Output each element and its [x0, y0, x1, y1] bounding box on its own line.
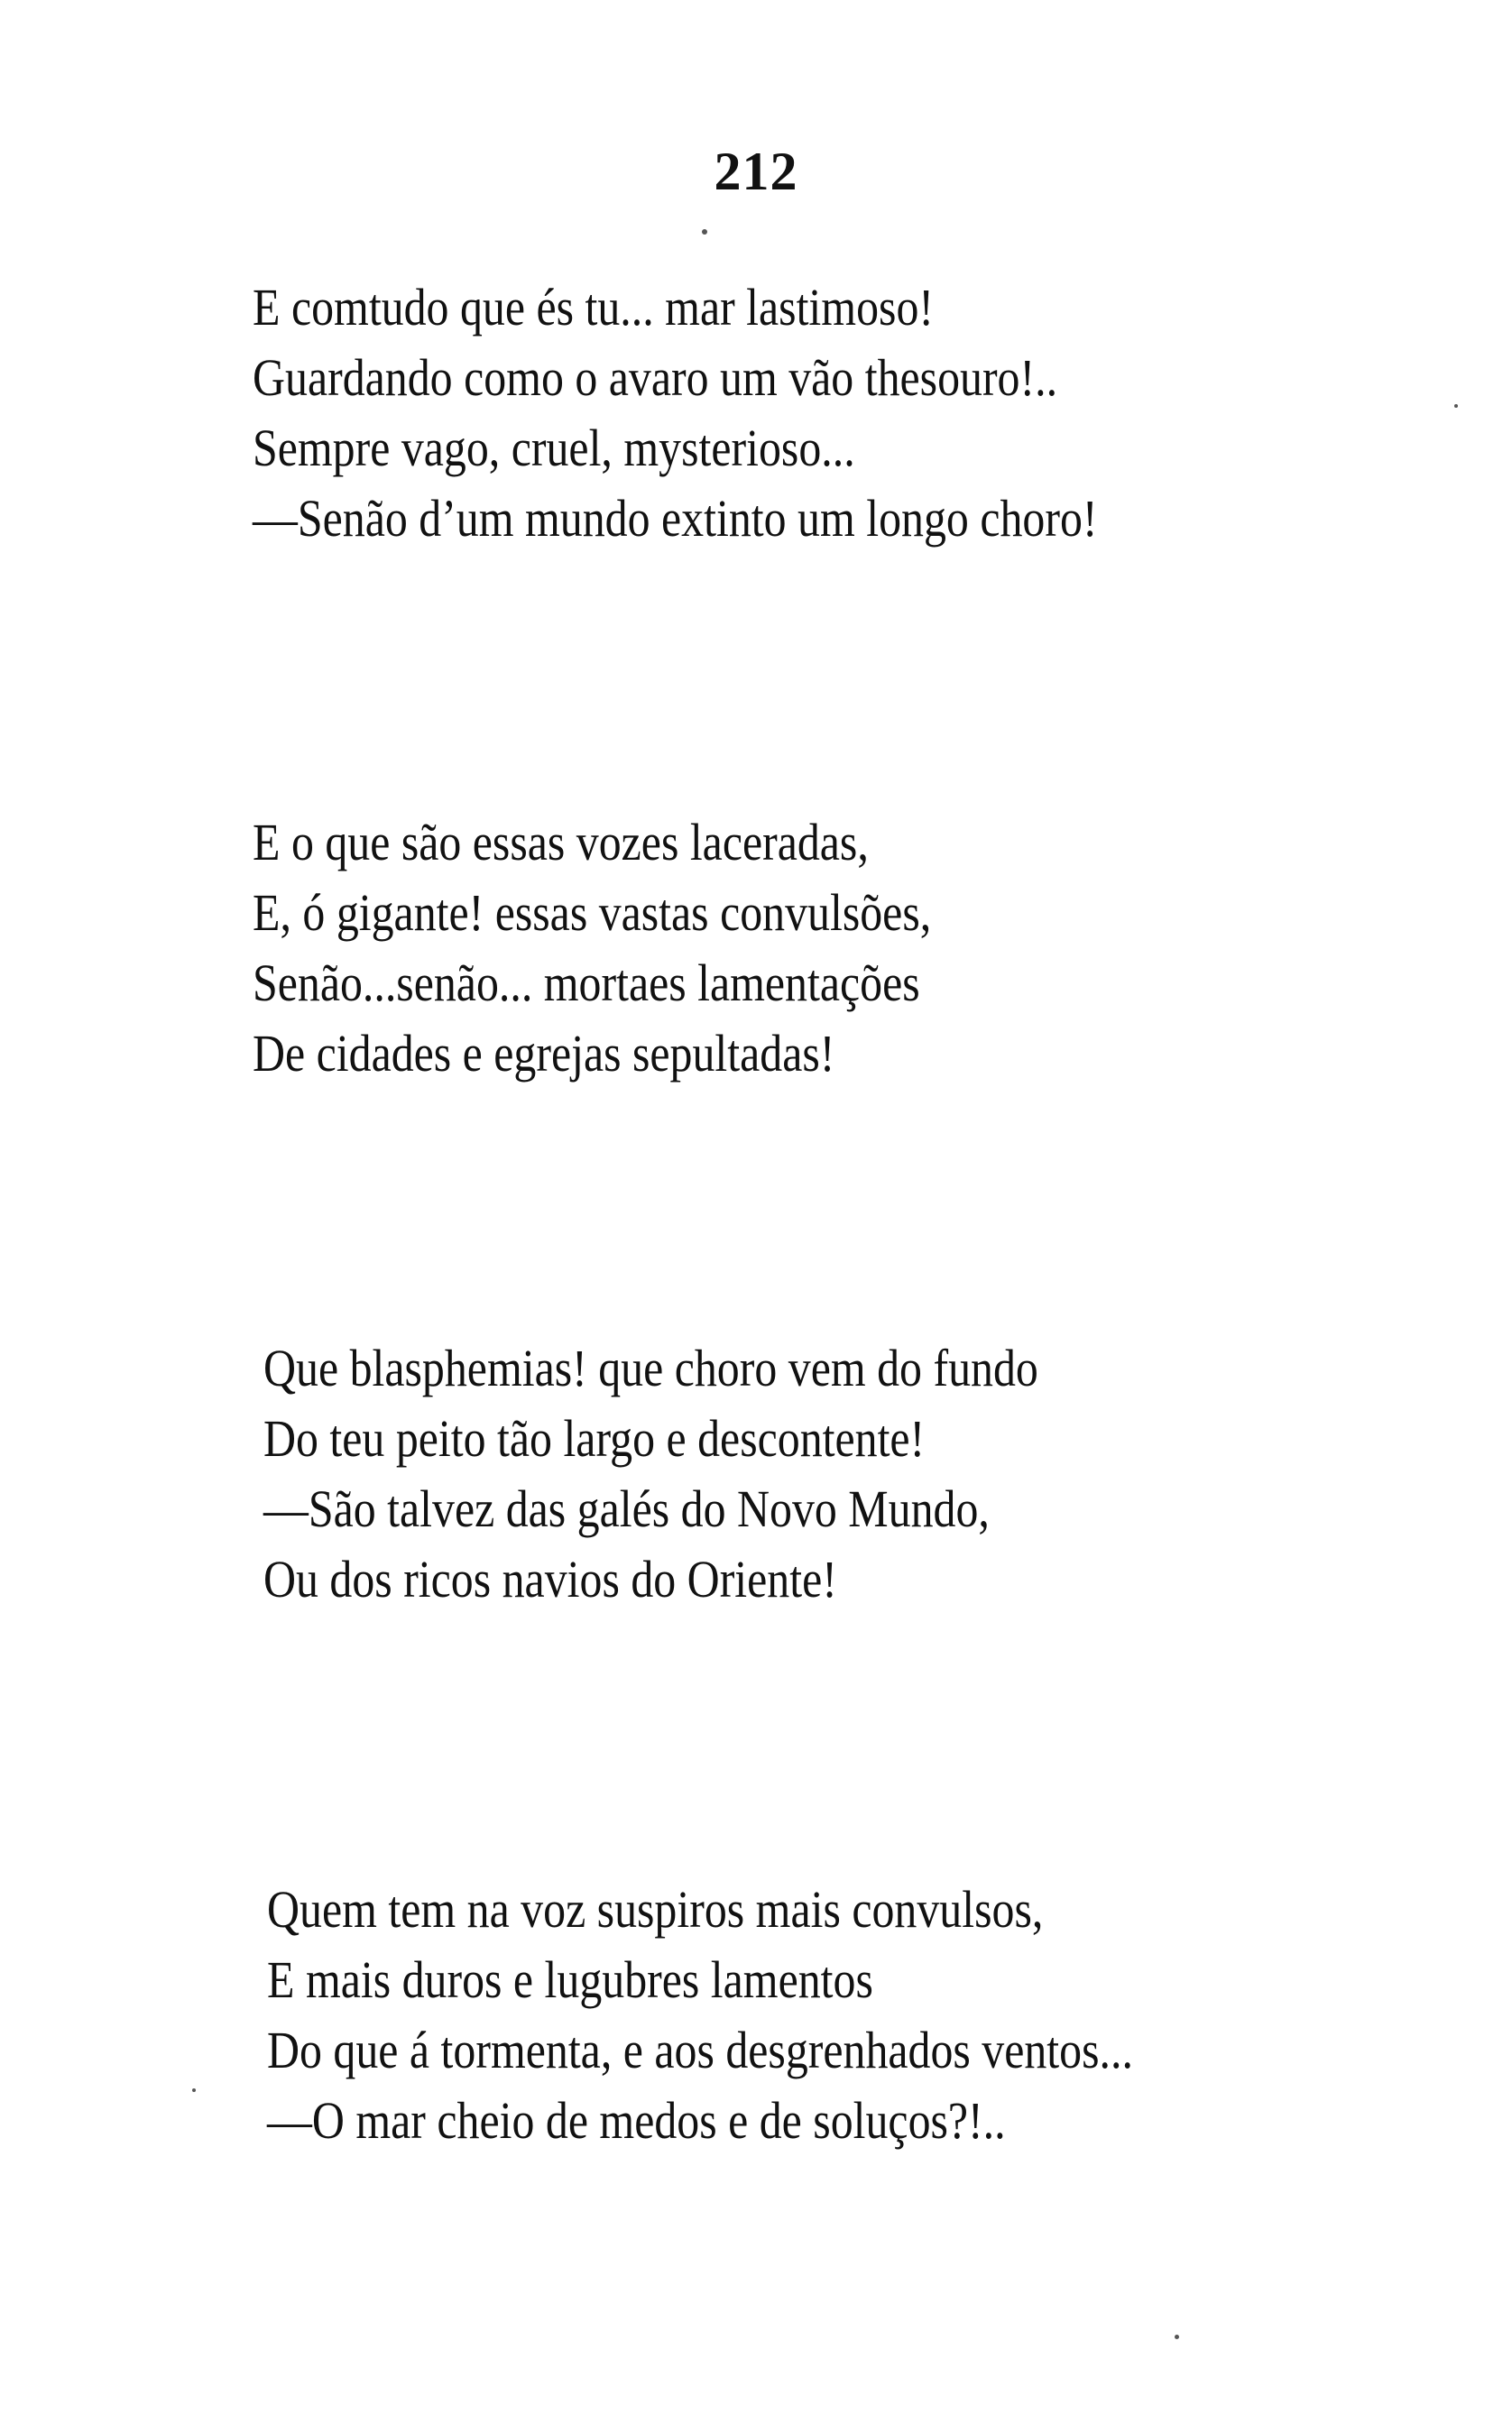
ink-speck [702, 229, 707, 235]
verse-line: —O mar cheio de medos e de soluços?!.. [267, 2091, 1006, 2150]
ink-speck [192, 2088, 196, 2092]
verse-line: E, ó gigante! essas vastas convulsões, [253, 883, 932, 942]
stanza-2 [253, 807, 1452, 1089]
ink-speck [1175, 2335, 1179, 2339]
verse-line: —São talvez das galés do Novo Mundo, [263, 1479, 990, 1538]
stanza-1 [253, 272, 1452, 554]
verse-line: Quem tem na voz suspiros mais convulsos, [267, 1880, 1044, 1939]
verse-line: De cidades e egrejas sepultadas! [253, 1024, 835, 1083]
page-number: 212 [714, 142, 798, 201]
verse-line: Ou dos ricos navios do Oriente! [263, 1550, 837, 1608]
stanza-3 [263, 1333, 1463, 1615]
verse-line: E mais duros e lugubres lamentos [267, 1950, 873, 2009]
verse-line: Do que á tormenta, e aos desgrenhados ventos... [267, 2021, 1133, 2079]
ink-speck [1454, 404, 1458, 408]
verse-line: E comtudo que és tu... mar lastimoso! [253, 278, 934, 336]
verse-line: Sempre vago, cruel, mysterioso... [253, 419, 855, 477]
verse-line: Senão...senão... mortaes lamentações [253, 954, 920, 1012]
verse-line: Do teu peito tão largo e descontente! [263, 1409, 926, 1468]
verse-line: E o que são essas vozes laceradas, [253, 813, 869, 871]
verse-line: Guardando como o avaro um vão thesouro!.. [253, 348, 1058, 407]
stanza-4 [267, 1875, 1467, 2156]
verse-line: —Senão d’um mundo extinto um longo choro! [253, 489, 1098, 548]
verse-line: Que blasphemias! que choro vem do fundo [263, 1339, 1038, 1397]
